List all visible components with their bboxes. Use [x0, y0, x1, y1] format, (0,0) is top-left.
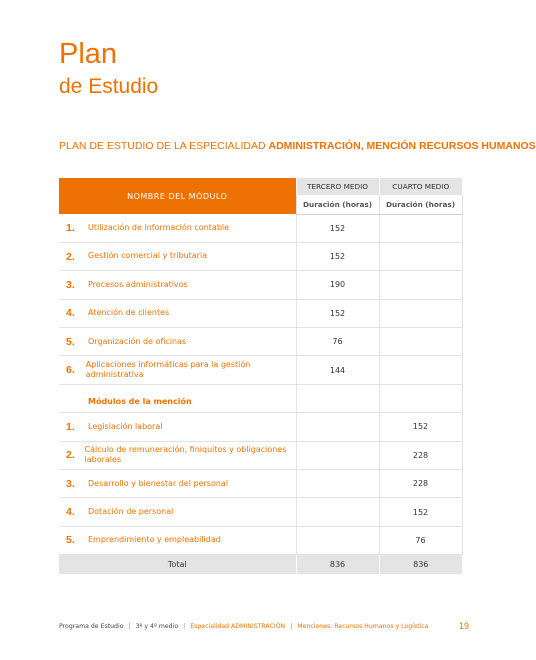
table-row [59, 271, 462, 299]
module-name: Organización de oficinas [88, 336, 187, 346]
table-row [59, 498, 462, 526]
module-name: Atención de clientes [88, 308, 170, 318]
third-year-hours [296, 526, 379, 554]
header-third-duration: Duración (horas) [296, 195, 379, 214]
module-number: 4. [66, 307, 75, 320]
total-third-year: 836 [296, 555, 379, 575]
module-number: 3. [66, 477, 75, 490]
fourth-year-hours: 152 [379, 498, 462, 526]
module-name: Legislación laboral [88, 421, 163, 431]
page-subtitle: de Estudio [59, 75, 159, 98]
table-row [59, 214, 462, 242]
page-title: Plan [59, 38, 118, 70]
fourth-year-hours [379, 271, 462, 299]
header-fourth-duration: Duración (horas) [379, 195, 462, 214]
header-fourth-year: CUARTO MEDIO [379, 178, 462, 195]
table-row [59, 526, 462, 554]
footer-separator: | [290, 622, 293, 630]
footer-mentions: Menciones: Recursos Humanos y Logística [297, 622, 429, 630]
third-year-hours: 152 [296, 214, 379, 242]
fourth-year-hours [379, 356, 462, 384]
module-number: 1. [66, 221, 75, 234]
table-row [59, 328, 462, 356]
module-number: 5. [66, 534, 75, 547]
table-heading [59, 140, 536, 152]
fourth-year-hours: 76 [379, 526, 462, 554]
header-module-name: NOMBRE DEL MÓDULO [59, 178, 296, 214]
header-third-year: TERCERO MEDIO [296, 178, 379, 195]
page-number: 19 [458, 621, 469, 631]
module-name: Gestión comercial y tributaria [88, 251, 208, 261]
fourth-year-hours: 228 [379, 470, 462, 498]
page-footer [59, 621, 469, 631]
total-label: Total [59, 555, 296, 575]
fourth-year-hours: 152 [379, 413, 462, 441]
section-row [59, 384, 462, 412]
total-row [59, 555, 462, 575]
fourth-year-hours [379, 242, 462, 270]
footer-program: Programa de Estudio [59, 622, 124, 630]
module-name: Desarrollo y bienestar del personal [88, 478, 229, 488]
study-plan-table [59, 178, 463, 574]
footer-separator: | [183, 622, 186, 630]
third-year-hours: 190 [296, 271, 379, 299]
module-number: 3. [66, 278, 75, 291]
module-name: Dotación de personal [88, 506, 174, 516]
module-number: 2. [66, 449, 75, 462]
third-year-hours: 144 [296, 356, 379, 384]
module-name: Aplicaciones informáticas para la gestión administrativa [85, 359, 251, 380]
module-number: 6. [66, 364, 75, 377]
fourth-year-hours: 228 [379, 441, 462, 469]
module-number: 5. [66, 335, 75, 348]
third-year-hours: 152 [296, 242, 379, 270]
module-number: 4. [66, 506, 75, 519]
module-name: Procesos administrativos [88, 279, 188, 289]
table-row [59, 242, 462, 270]
module-name: Emprendimiento y empleabilidad [88, 535, 221, 545]
module-number: 1. [66, 420, 75, 433]
fourth-year-hours [379, 328, 462, 356]
footer-grade: 3º y 4º medio [135, 622, 179, 630]
footer-separator: | [128, 622, 131, 630]
module-name: Utilización de información contable [88, 222, 230, 232]
third-year-hours: 152 [296, 299, 379, 327]
fourth-year-hours [379, 299, 462, 327]
footer-specialty: Especialidad ADMINISTRACIÓN [190, 622, 286, 630]
mention-section-title: Módulos de la mención [88, 397, 192, 407]
table-row [59, 413, 462, 441]
table-row [59, 470, 462, 498]
total-fourth-year: 836 [379, 555, 462, 575]
table-row [59, 356, 462, 384]
table-heading-bold: ADMINISTRACIÓN, MENCIÓN RECURSOS HUMANOS [268, 140, 536, 152]
third-year-hours [296, 441, 379, 469]
table-heading-prefix: PLAN DE ESTUDIO DE LA ESPECIALIDAD [59, 140, 266, 152]
third-year-hours [296, 498, 379, 526]
table-row [59, 299, 462, 327]
third-year-hours: 76 [296, 328, 379, 356]
third-year-hours [296, 470, 379, 498]
third-year-hours [296, 413, 379, 441]
fourth-year-hours [379, 214, 462, 242]
table-row [59, 441, 462, 469]
module-name: Cálculo de remuneración, finiquitos y obligaciones laborales [84, 444, 287, 465]
module-number: 2. [66, 250, 75, 263]
